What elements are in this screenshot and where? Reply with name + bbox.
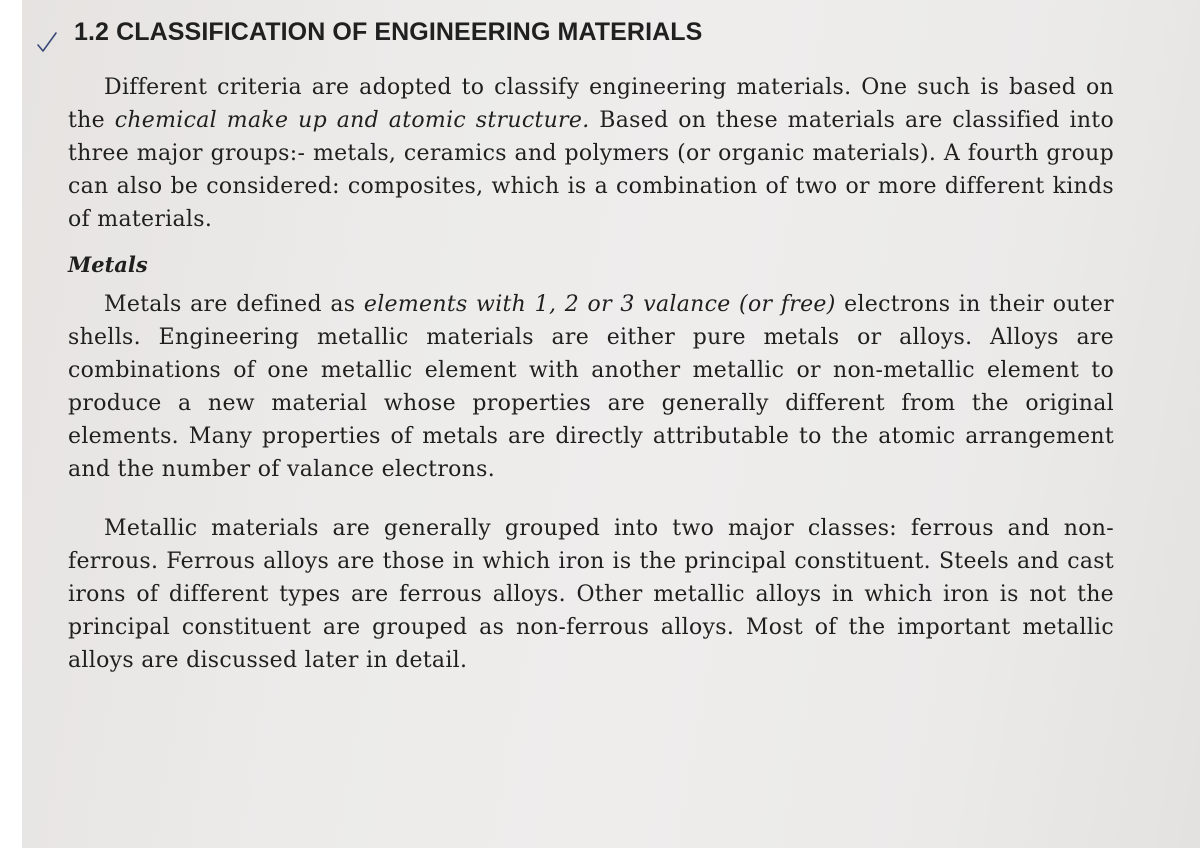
intro-text-2: Based on these materials are classified into three major groups:- metals, ceramics and polymers (or organic materials). A fourth group can also be considered: composites, which is a combination of two or more different kinds of materials.: [68, 108, 1114, 232]
intro-paragraph: [68, 71, 1114, 236]
metals-emphasis: elements with 1, 2 or 3 valance (or free): [363, 292, 836, 317]
intro-text-1: Different criteria are adopted to classify engineering materials. One such is based on the: [68, 75, 1114, 133]
metals-text-2: electrons in their outer shells. Engineering metallic materials are either pure metals or alloys. Alloys are combinations of one metallic element with another metallic or non-metallic element to produce a new material whose properties are generally different from the original elements. Many properties of metals are directly attributable to the atomic arrangement and the number of valance electrons.: [68, 292, 1114, 482]
metals-definition-paragraph: [68, 288, 1114, 486]
metals-classes-paragraph: Metallic materials are generally grouped into two major classes: ferrous and non-ferrous. Ferrous alloys are those in which iron is the principal constituent. Steels and cast irons of different types are ferrous alloys. Other metallic alloys in which iron is not the principal constituent are grouped as non-ferrous alloys. Most of the important metallic alloys are discussed later in detail.: [68, 516, 1114, 673]
intro-emphasis: chemical make up and atomic structure.: [114, 108, 590, 133]
section-heading: 1.2 CLASSIFICATION OF ENGINEERING MATERIALS: [74, 18, 703, 46]
checkmark-icon: [36, 30, 58, 54]
metals-subheading: Metals: [68, 252, 148, 277]
document-page: [22, 0, 1200, 848]
metals-text-1: Metals are defined as: [104, 292, 364, 317]
